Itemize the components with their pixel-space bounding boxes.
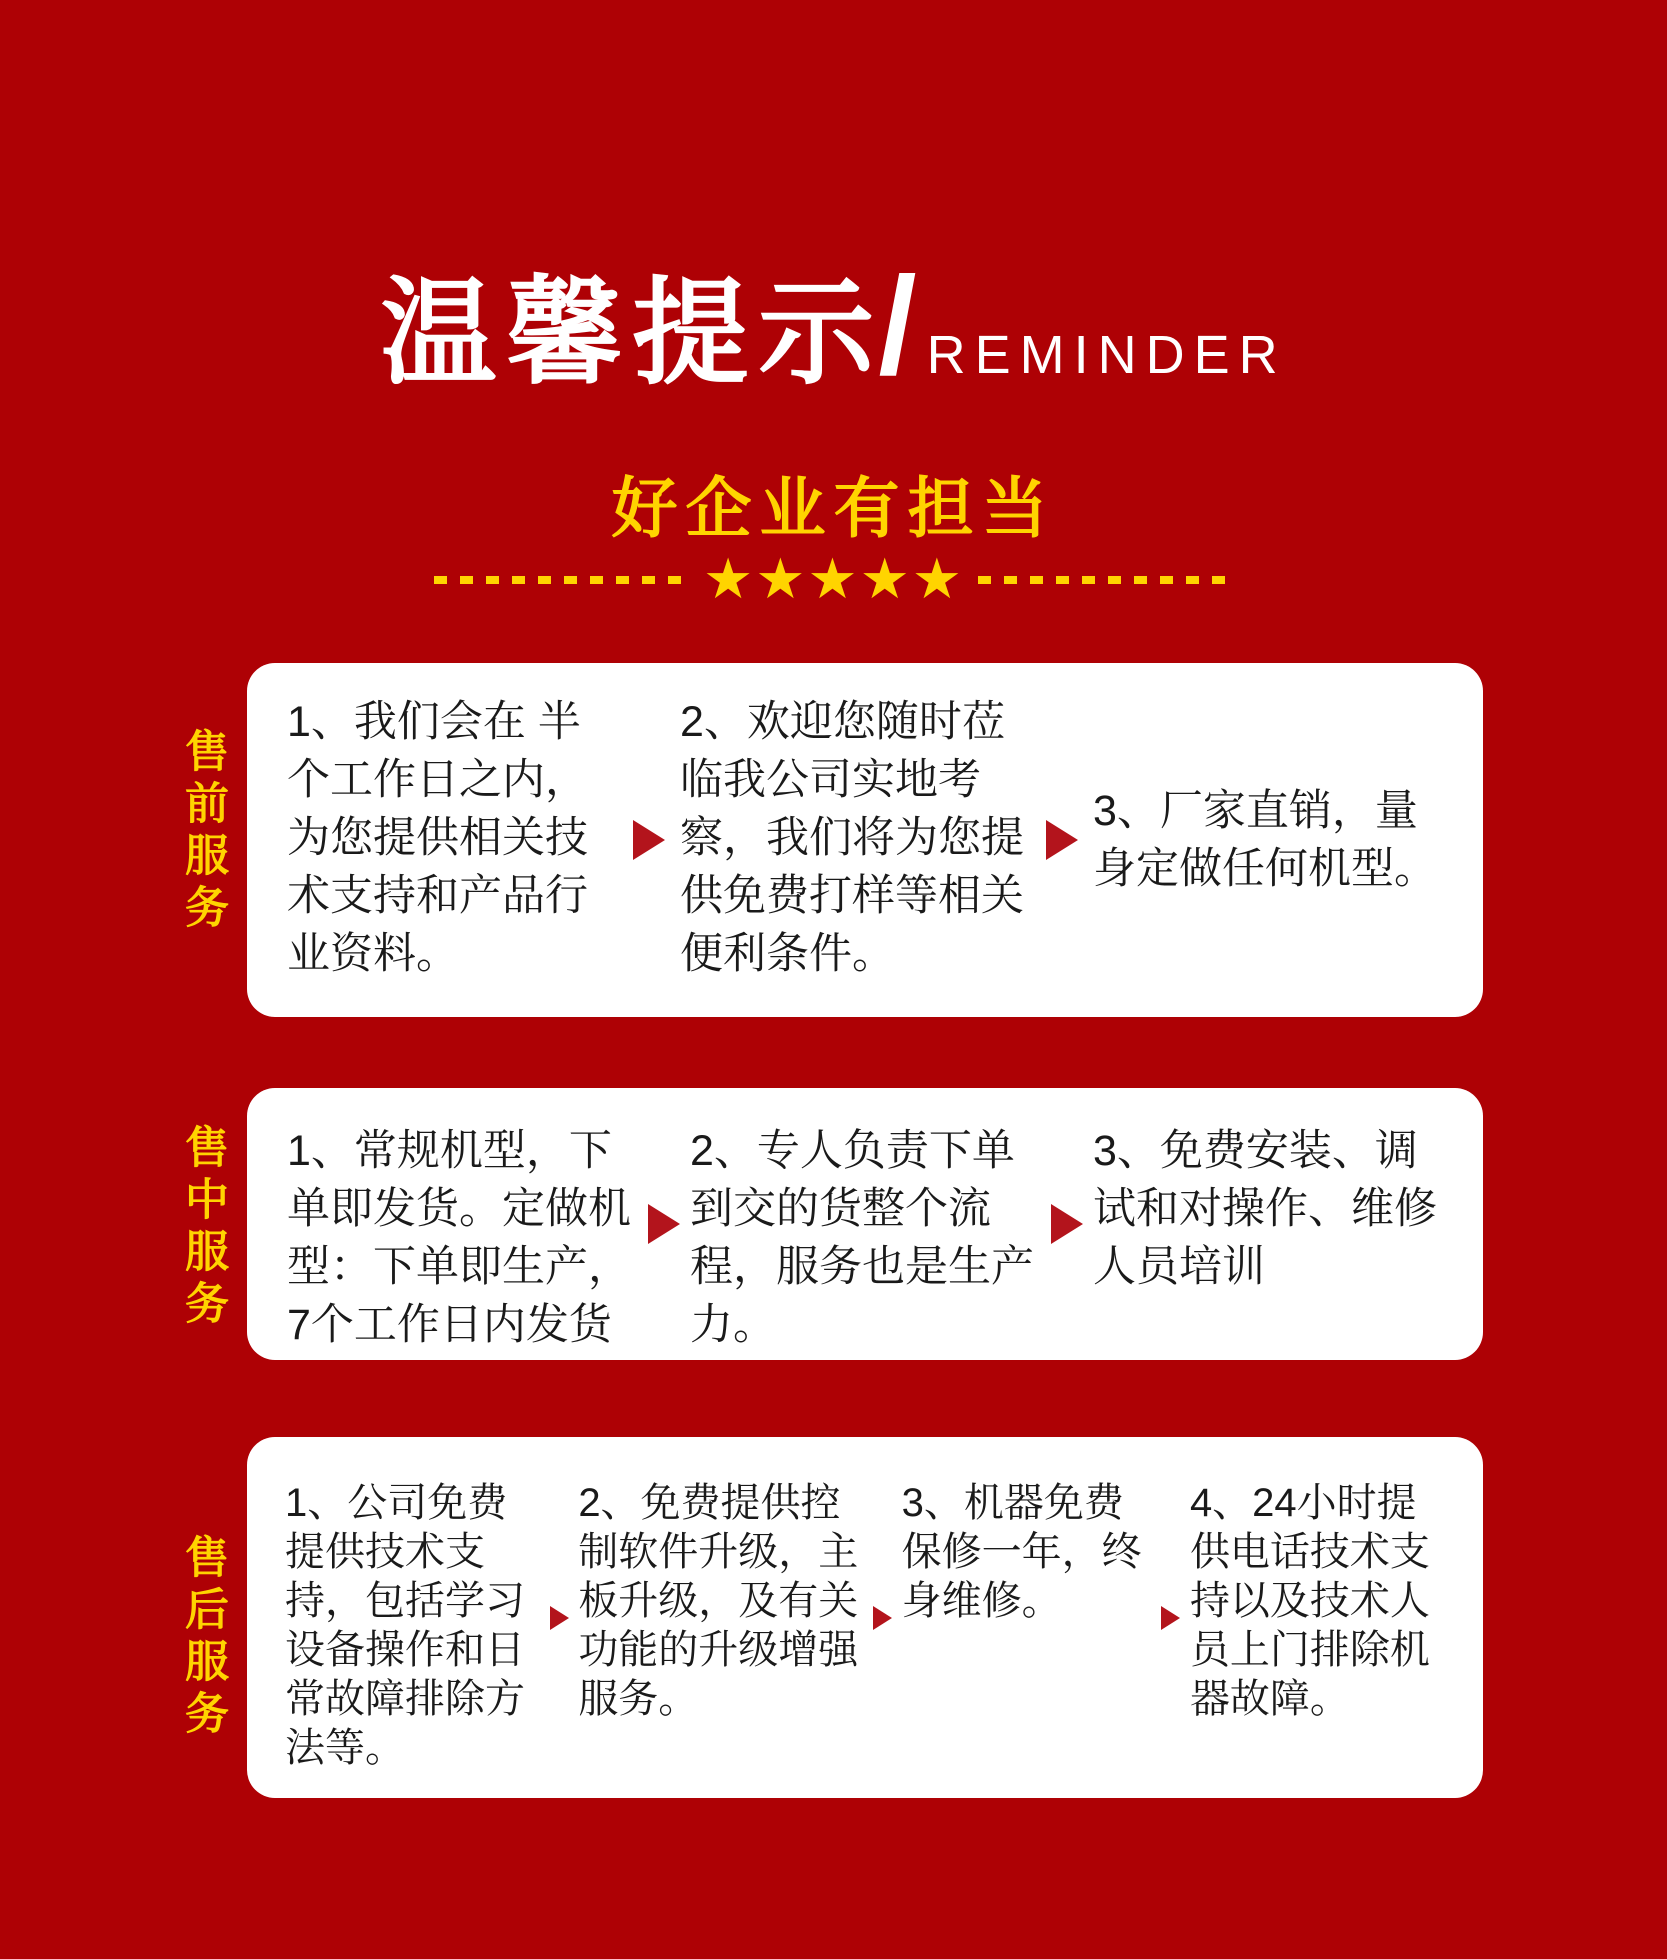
title-slash: / — [878, 249, 917, 403]
arrow-right-icon — [1046, 820, 1078, 860]
subtitle: 好企业有担当 — [611, 471, 1056, 545]
service-item: 2、专人负责下单到交的货整个流程，服务也是生产力。 — [690, 1127, 1034, 1349]
service-item: 3、免费安装、调试和对操作、维修人员培训 — [1093, 1127, 1437, 1291]
service-item: 1、公司免费提供技术支持，包括学习设备操作和日常故障排除方法等。 — [285, 1481, 525, 1770]
service-item: 3、厂家直销，量身定做任何机型。 — [1093, 787, 1437, 893]
section-label-presale: 售前服务 — [178, 728, 227, 936]
arrow-right-icon — [1161, 1606, 1180, 1630]
star-divider — [0, 547, 1667, 612]
arrow-right-icon — [1051, 1204, 1083, 1244]
service-card-presale — [247, 663, 1483, 1017]
dashed-line-left-icon — [434, 576, 689, 584]
arrow-right-icon — [873, 1606, 892, 1630]
service-item: 2、免费提供控制软件升级，主板升级，及有关功能的升级增强服务。 — [578, 1481, 859, 1721]
title-chinese: 温馨提示 — [380, 268, 885, 398]
section-label-midsale: 售中服务 — [178, 1124, 227, 1332]
service-card-aftersale — [247, 1437, 1483, 1798]
service-item: 3、机器免费保修一年，终身维修。 — [901, 1481, 1142, 1623]
dashed-line-right-icon — [978, 576, 1233, 584]
service-item: 1、常规机型，下单即发货。定做机型：下单即生产，7个工作日内发货 — [287, 1127, 631, 1349]
star-rating-icon: ★★★★★ — [702, 547, 964, 612]
arrow-right-icon — [648, 1204, 680, 1244]
page-title — [0, 240, 1667, 407]
service-item: 2、欢迎您随时莅临我公司实地考察，我们将为您提供免费打样等相关便利条件。 — [680, 698, 1024, 978]
arrow-right-icon — [550, 1606, 569, 1630]
service-item: 4、24小时提供电话技术支持以及技术人员上门排除机器故障。 — [1189, 1481, 1430, 1721]
section-label-aftersale: 售后服务 — [178, 1534, 227, 1742]
title-english: REMINDER — [926, 325, 1287, 385]
service-item: 1、我们会在 半个工作日之内，为您提供相关技术支持和产品行业资料。 — [287, 698, 588, 978]
arrow-right-icon — [633, 820, 665, 860]
service-card-midsale — [247, 1088, 1483, 1360]
